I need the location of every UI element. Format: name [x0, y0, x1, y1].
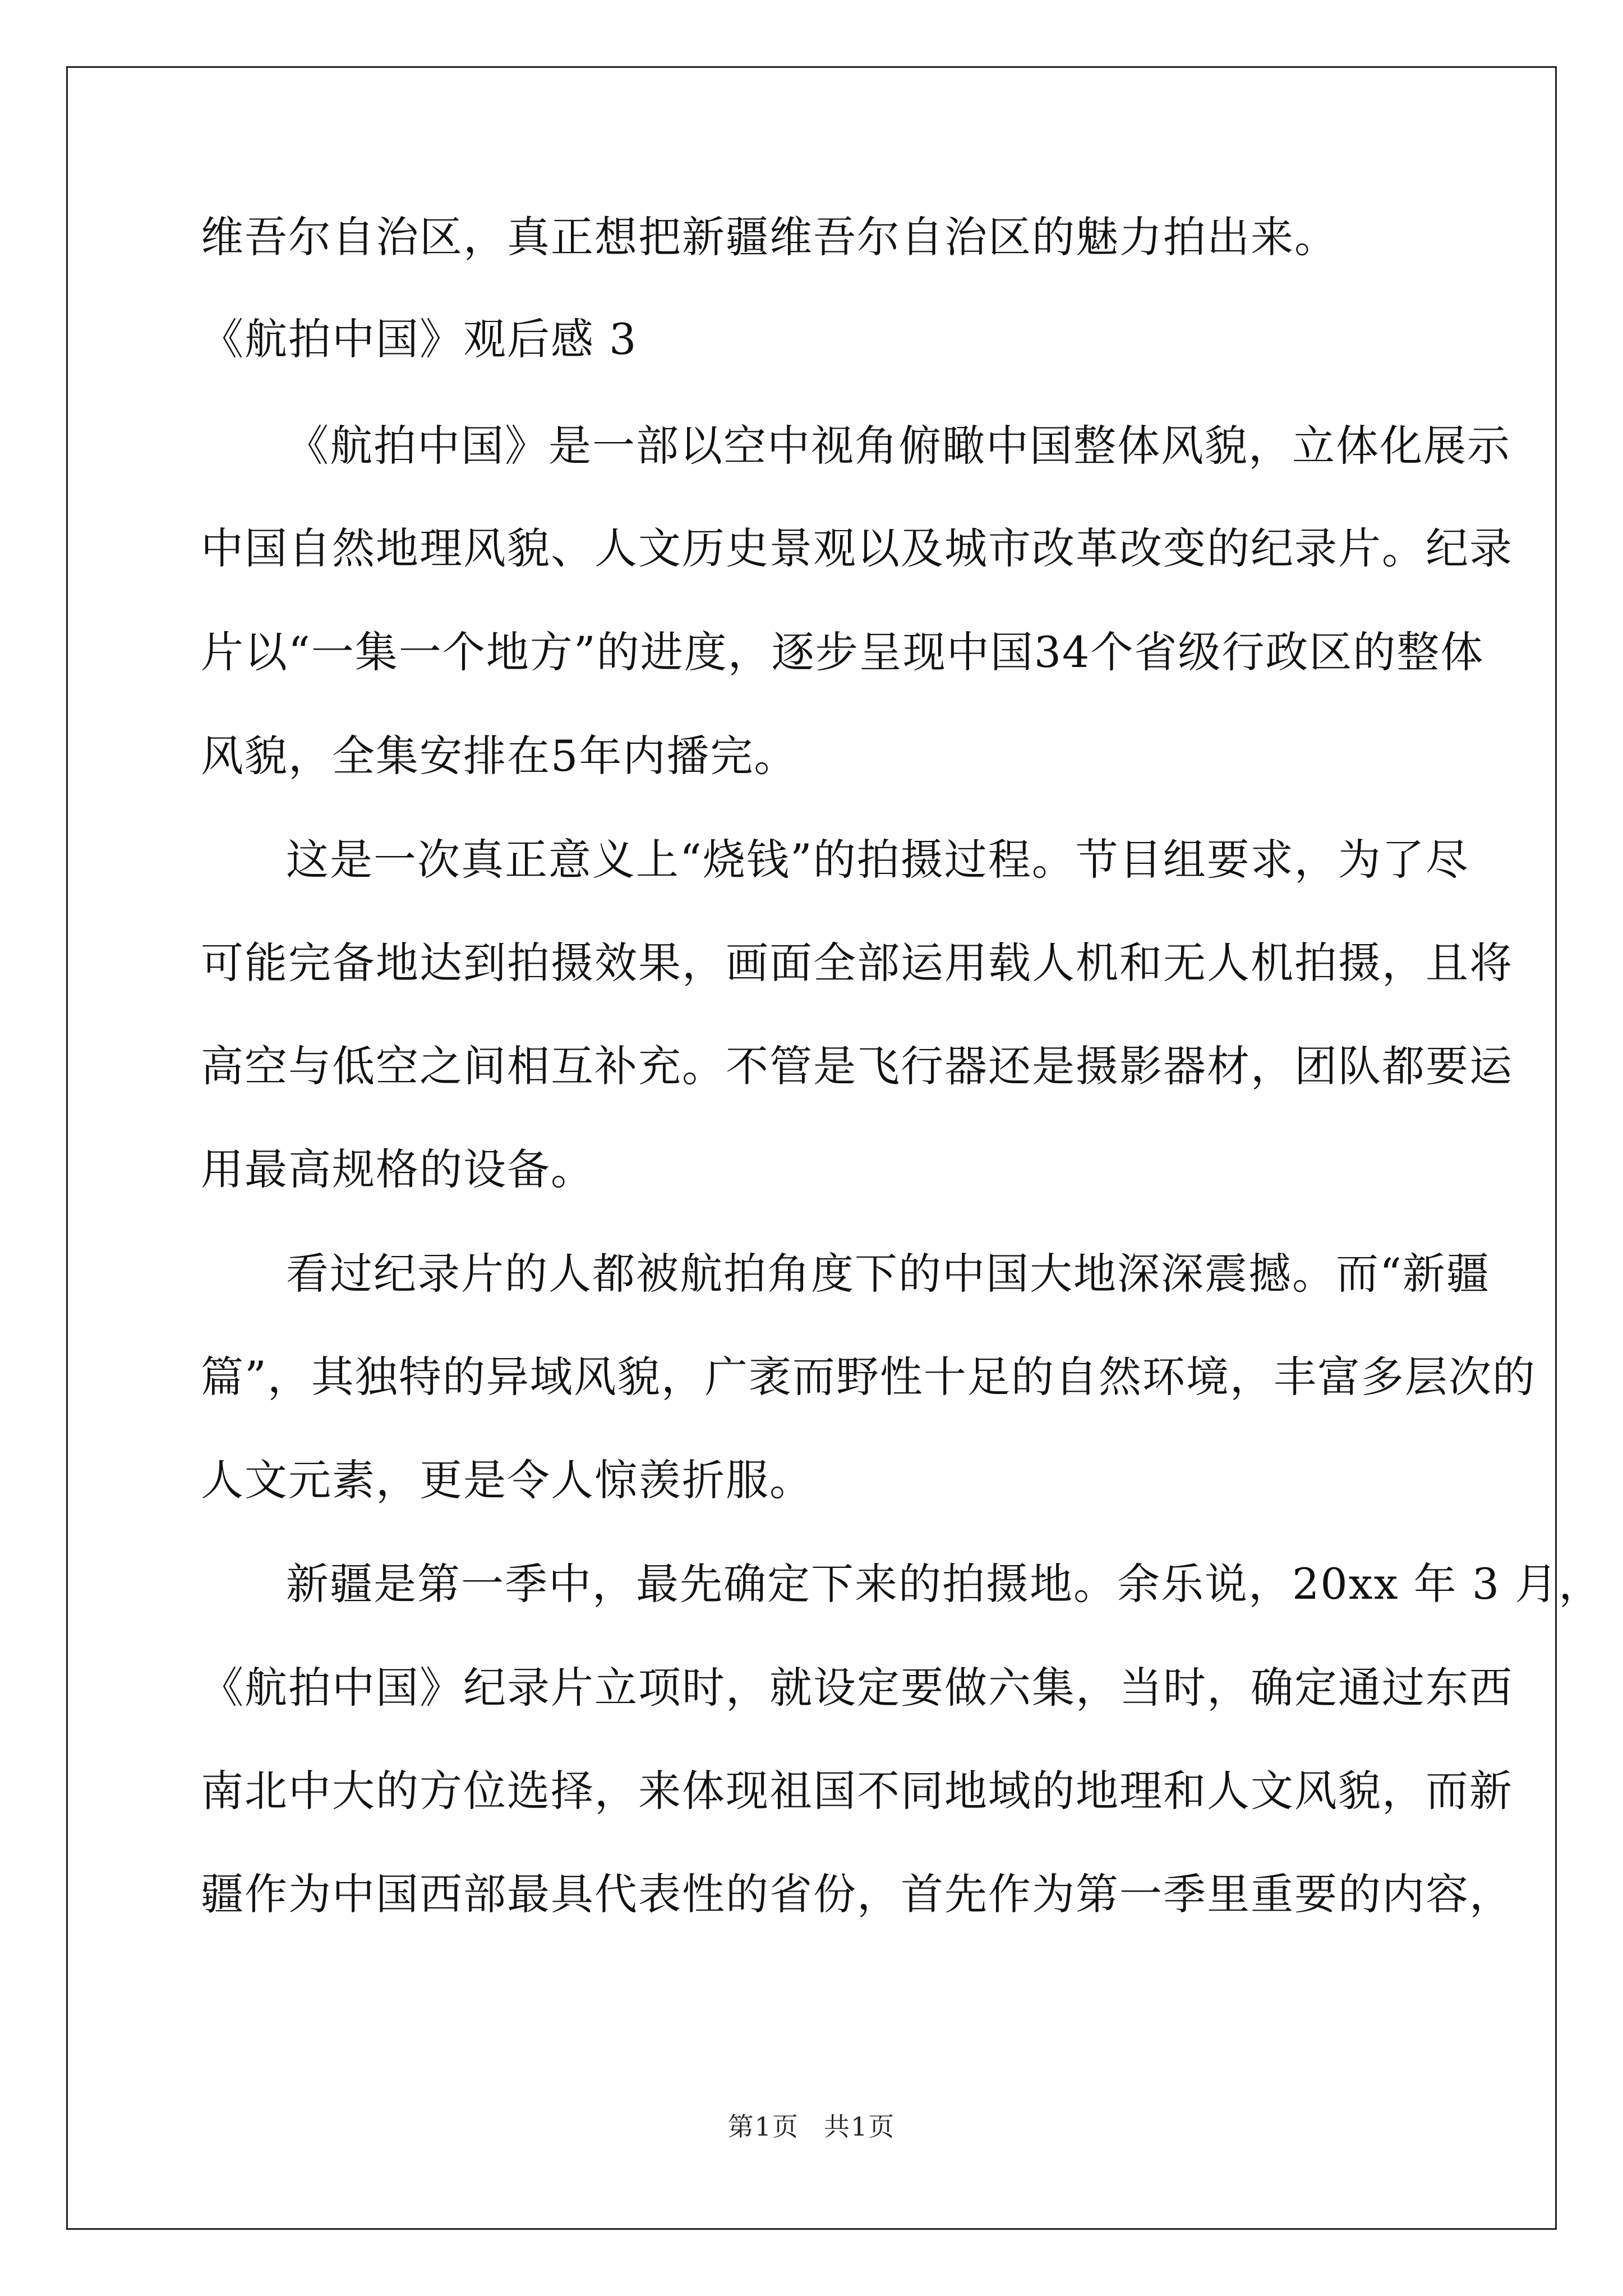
section-heading: 《航拍中国》观后感 3	[201, 314, 638, 364]
text-line-17: 疆作为中国西部最具代表性的省份，首先作为第一季里重要的内容，	[201, 1869, 1513, 1919]
text-line-9: 高空与低空之间相互补充。不管是飞行器还是摄影器材，团队都要运	[201, 1041, 1513, 1091]
page-footer	[0, 2111, 1623, 2142]
text-line-8: 可能完备地达到拍摄效果，画面全部运用载人机和无人机拍摄，且将	[201, 938, 1513, 988]
text-line-10: 用最高规格的设备。	[201, 1144, 594, 1194]
text-line-14: 新疆是第一季中，最先确定下来的拍摄地。余乐说，20xx 年 3 月，	[286, 1559, 1603, 1609]
page-total: 共1页	[824, 2111, 896, 2142]
text-line-4: 中国自然地理风貌、人文历史景观以及城市改革改变的纪录片。纪录	[201, 523, 1513, 573]
text-line-12: 篇”，其独特的异域风貌，广袤而野性十足的自然环境，丰富多层次的	[201, 1352, 1536, 1402]
text-line-15: 《航拍中国》纪录片立项时，就设定要做六集，当时，确定通过东西	[201, 1663, 1513, 1713]
text-line-7: 这是一次真正意义上“烧钱”的拍摄过程。节目组要求，为了尽	[286, 835, 1469, 885]
text-line-13: 人文元素，更是令人惊羡折服。	[201, 1455, 813, 1505]
text-line-3: 《航拍中国》是一部以空中视角俯瞰中国整体风貌，立体化展示	[286, 421, 1511, 471]
text-line-6: 风貌，全集安排在5年内播完。	[201, 731, 798, 781]
text-line-5: 片以“一集一个地方”的进度，逐步呈现中国34个省级行政区的整体	[201, 627, 1484, 677]
page-number: 第1页	[727, 2111, 799, 2142]
text-line-1: 维吾尔自治区，真正想把新疆维吾尔自治区的魅力拍出来。	[201, 212, 1338, 262]
text-line-11: 看过纪录片的人都被航拍角度下的中国大地深深震撼。而“新疆	[286, 1249, 1490, 1299]
text-line-16: 南北中大的方位选择，来体现祖国不同地域的地理和人文风貌，而新	[201, 1766, 1513, 1816]
